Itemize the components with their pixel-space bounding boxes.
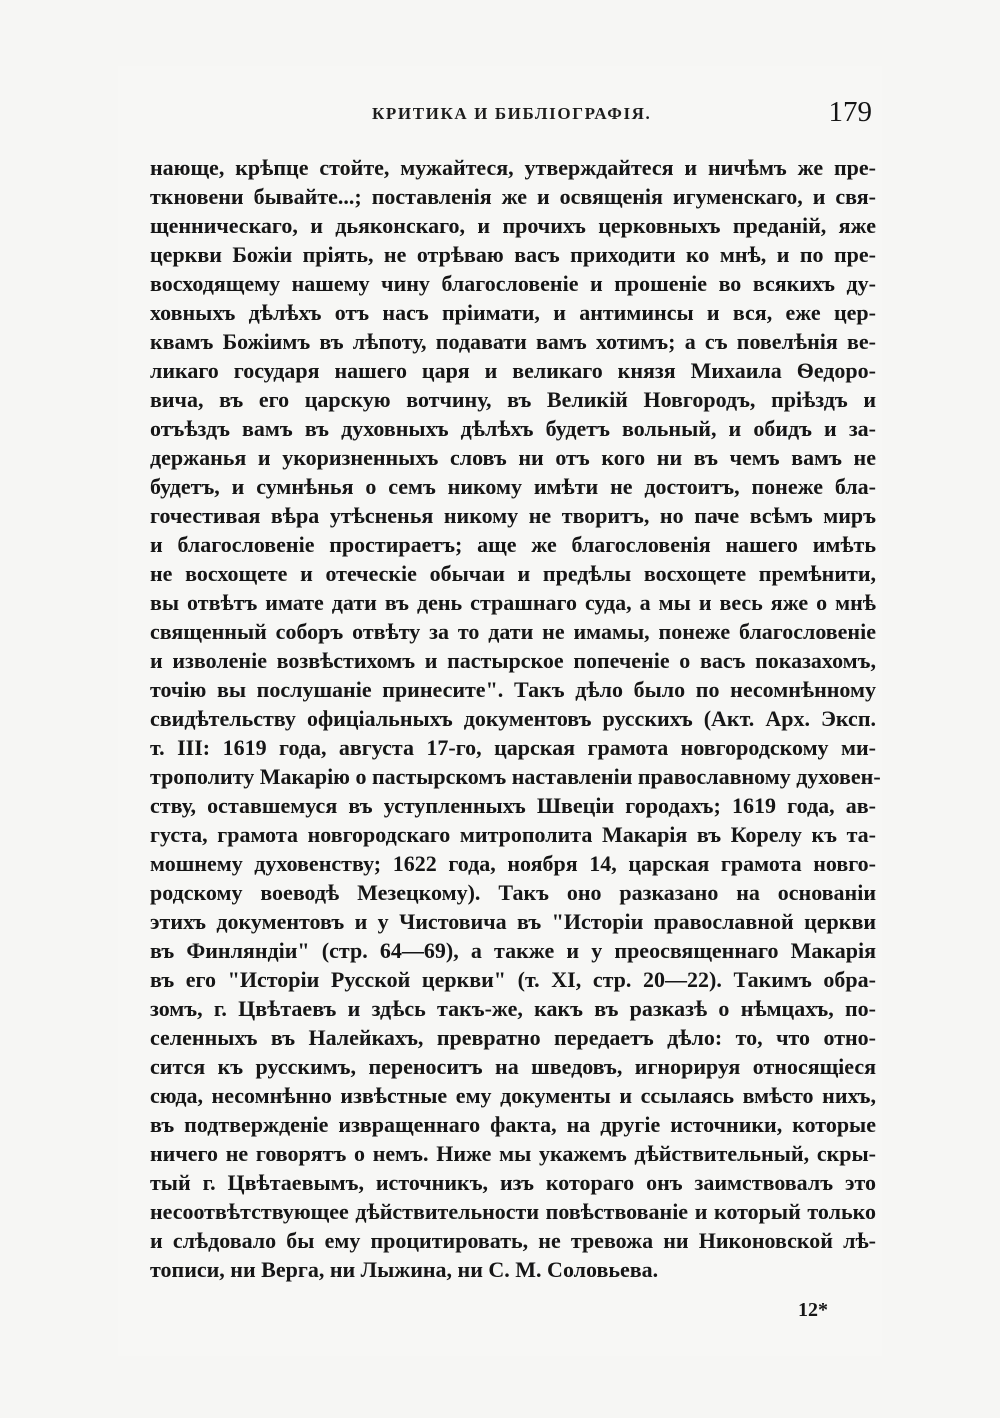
text-line: зомъ, г. Цвѣтаевъ и здѣсь такъ-же, какъ въ разказѣ о нѣмцахъ, по- (150, 996, 876, 1021)
text-line: восходящему нашему чину благословеніе и прошеніе во всякихъ ду- (150, 271, 876, 296)
text-line: гочестивая вѣра утѣсненья никому не творитъ, но паче всѣмъ миръ (150, 503, 876, 528)
text-line: ликаго государя нашего царя и великаго князя Михаила Ѳедоро- (150, 358, 876, 383)
text-line: и изволеніе возвѣстихомъ и пастырское попеченіе о васъ показахомъ, (150, 648, 876, 673)
text-line: въ его "Исторіи Русской церкви" (т. XI, стр. 20—22). Такимъ обра- (150, 967, 876, 992)
text-line: вича, въ его царскую вотчину, въ Великій Новгородъ, пріѣздъ и (150, 387, 876, 412)
text-line: нающе, крѣпце стойте, мужайтеся, утверждайтеся и ничѣмъ же пре- (150, 155, 876, 180)
text-line: квамъ Божіимъ въ лѣпоту, подавати вамъ хотимъ; а съ повелѣнія ве- (150, 329, 876, 354)
text-line: въ Финляндіи" (стр. 64—69), а также и у преосвященнаго Макарія (150, 938, 876, 963)
text-line: не восхощете и отеческіе обычаи и предѣлы восхощете премѣнити, (150, 561, 876, 586)
text-line: церкви Божіи пріять, не отрѣваю васъ приходити ко мнѣ, и по пре- (150, 242, 876, 267)
page-number: 179 (828, 96, 872, 128)
running-head: КРИТИКА И БИБЛІОГРАФІЯ. (372, 104, 652, 123)
text-line: щенническаго, и дьяконскаго, и прочихъ церковныхъ преданій, яже (150, 213, 876, 238)
text-line: и благословеніе простираетъ; аще же благословенія нашего имѣть (150, 532, 876, 557)
text-line: вы отвѣтъ имате дати въ день страшнаго суда, а мы и весь яже о мнѣ (150, 590, 876, 615)
text-line: священный соборъ отвѣту за то дати не имамы, понеже благословеніе (150, 619, 876, 644)
text-line: сится къ русскимъ, переноситъ на шведовъ, игнорируя относящіеся (150, 1054, 876, 1079)
text-line: точію вы послушаніе принесите". Такъ дѣло было по несомнѣнному (150, 677, 876, 702)
text-line: селенныхъ въ Налейкахъ, превратно передаетъ дѣло: то, что отно- (150, 1025, 876, 1050)
text-line: тый г. Цвѣтаевымъ, источникъ, изъ котораго онъ заимствовалъ это (150, 1170, 876, 1195)
text-line: будетъ, и сумнѣнья о семъ никому имѣти не достоитъ, понеже бла- (150, 474, 876, 499)
text-line: этихъ документовъ и у Чистовича въ "Исторіи православной церкви (150, 909, 876, 934)
text-line: трополиту Макарію о пастырскомъ наставленіи православному духовен- (150, 764, 881, 789)
text-line: ховныхъ дѣлѣхъ отъ насъ пріимати, и антиминсы и вся, еже цер- (150, 300, 876, 325)
text-line: ству, оставшемуся въ уступленныхъ Швеціи городахъ; 1619 года, ав- (150, 793, 876, 818)
text-line: держанья и укоризненныхъ словъ ни отъ кого ни въ чемъ вамъ не (150, 445, 876, 470)
text-line: несоотвѣтствующее дѣйствительности повѣствованіе и который только (150, 1199, 876, 1224)
printer-signature-mark: 12* (798, 1299, 828, 1321)
text-line: ничего не говорятъ о немъ. Ниже мы укажемъ дѣйствительный, скры- (150, 1141, 876, 1166)
text-line: и слѣдовало бы ему процитировать, не тревожа ни Никоновской лѣ- (150, 1228, 876, 1253)
text-line: въ подтвержденіе извращеннаго факта, на другіе источники, которые (150, 1112, 876, 1137)
text-line: родскому воеводѣ Мезецкому). Такъ оно разказано на основаніи (150, 880, 876, 905)
text-line: густа, грамота новгородскаго митрополита Макарія въ Корелу къ та- (150, 822, 876, 847)
text-line: мошнему духовенству; 1622 года, ноября 14, царская грамота новго- (150, 851, 876, 876)
text-line: сюда, несомнѣнно извѣстные ему документы и ссылаясь вмѣсто нихъ, (150, 1083, 876, 1108)
text-line: ткновени бывайте...; поставленія же и освященія игуменскаго, и свя- (150, 184, 876, 209)
text-line-final: тописи, ни Верга, ни Лыжина, ни С. М. Соловьева. (150, 1257, 659, 1282)
text-line: т. III: 1619 года, августа 17-го, царская грамота новгородскому ми- (150, 735, 876, 760)
text-line: отъѣздъ вамъ въ духовныхъ дѣлѣхъ будетъ вольный, и обидъ и за- (150, 416, 876, 441)
text-line: свидѣтельству офиціальныхъ документовъ русскихъ (Акт. Арх. Эксп. (150, 706, 876, 731)
